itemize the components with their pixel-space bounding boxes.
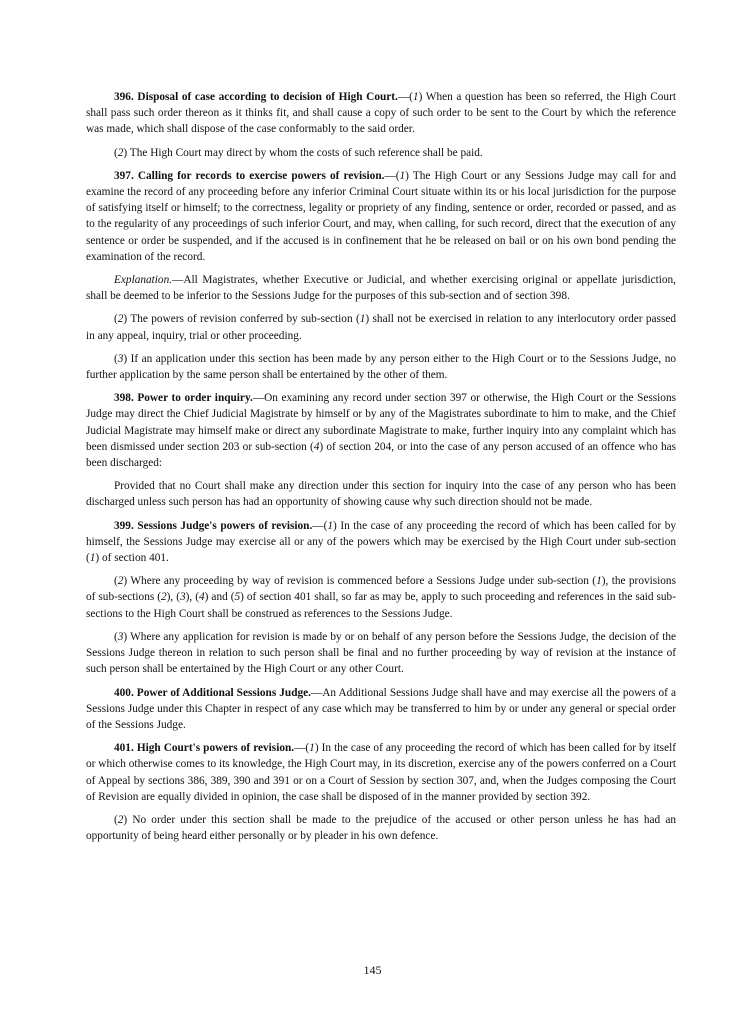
italic-text: 1 <box>412 91 419 103</box>
italic-text: 5 <box>234 591 241 604</box>
paragraph-text: —( <box>384 169 400 182</box>
paragraph-text: ) The powers of revision conferred by sub-section ( <box>123 313 360 326</box>
paragraph-text: ) shall not be exercised in relation to any interlocutory order passed in any appeal, inquiry, trial or other proceeding. <box>86 313 676 342</box>
section-398 <box>86 390 676 471</box>
section-399-subsection-3 <box>86 629 676 678</box>
section-heading: 397. Calling for records to exercise powers of revision. <box>114 169 385 182</box>
section-heading: 400. Power of Additional Sessions Judge. <box>114 686 311 699</box>
section-399-subsection-2 <box>86 573 676 622</box>
italic-text: Explanation. <box>114 274 173 287</box>
paragraph-text: ) In the case of any proceeding the record of which has been called for by himself, the Sessions Judge may exercise all or any of the powers which may be exercised by the High Court under sub-section ( <box>86 519 677 565</box>
paragraph-text: ( <box>114 313 118 326</box>
page-number: 145 <box>363 963 382 977</box>
section-heading: 399. Sessions Judge's powers of revision. <box>114 519 313 532</box>
paragraph-text: ) of section 204, or into the case of any person accused of an offence who has been discharged: <box>86 440 677 470</box>
paragraph-text: ) The High Court may direct by whom the costs of such reference shall be paid. <box>123 146 483 159</box>
section-401-subsection-1 <box>86 740 676 805</box>
paragraph-text: ) In the case of any proceeding the record of which has been called for by itself or which otherwise comes to its knowledge, the High Court may, in its discretion, exercise any of the powers conferred on a Court of Appeal by sections 386, 389, 390 and 391 or on a Court of Session by section 307, and, when the Judges composing the Court of Revision are equally divided in opinion, the case shall be disposed of in the manner provided by section 392. <box>86 742 676 803</box>
paragraph-text: ) If an application under this section has been made by any person either to the High Court or to the Sessions Judge, no further application by the same person shall be entertained by the other of them. <box>86 352 676 382</box>
paragraph-text: —An Additional Sessions Judge shall have and may exercise all the powers of a Sessions Judge under this Chapter in respect of any case which may be transferred to him by or under any general or special order of the Sessions Judge. <box>86 686 676 731</box>
italic-text: 4 <box>199 591 205 604</box>
paragraph-text: ) The High Court or any Sessions Judge may call for and examine the record of any proceeding before any inferior Criminal Court situate within its or his local jurisdiction for the purpose of satisfying itself or himself; to the correctness, legality or propriety of any finding, sentence or order, recorded or passed, and as to the regularity of any proceedings of such inferior Court, and may, when calling, for such record, direct that the execution of any sentence or order be suspended, and if the accused is in confinement that he be released on bail or on his own bond pending the examination of the record. <box>86 169 676 263</box>
section-397-explanation <box>86 272 676 304</box>
italic-text: 2 <box>161 591 167 604</box>
section-heading: 396. Disposal of case according to decision of High Court. <box>114 91 398 103</box>
italic-text: 3 <box>180 591 186 604</box>
paragraph-text: ( <box>114 813 118 826</box>
section-396-subsection-2 <box>86 145 676 161</box>
italic-text: 1 <box>359 313 366 326</box>
italic-text: 4 <box>313 440 320 453</box>
section-397-subsection-3 <box>86 351 676 383</box>
paragraph-text: ), the provisions of sub-sections ( <box>86 575 676 604</box>
paragraph-text: —On examining any record under section 397 or otherwise, the High Court or the Sessions Judge may direct the Chief Judicial Magistrate by himself or by any of the Magistrates subordinate to him to make, and the Chief Judicial Magistrate may himself make or direct any subordinate Magistrate to make, further inquiry into any complaint which has been dismissed under section 203 or sub-section ( <box>86 392 676 453</box>
italic-text: 2 <box>117 575 124 588</box>
paragraph-text: ), ( <box>166 591 181 604</box>
paragraph-text: —( <box>312 519 328 532</box>
section-401-subsection-2 <box>86 812 676 844</box>
paragraph-text: ) Where any application for revision is made by or on behalf of any person before the Sessions Judge, the decision of the Sessions Judge thereon in relation to such person shall be final and no further proceeding by way of revision at the instance of such person shall be entertained by the High Court or any other Court. <box>86 630 676 676</box>
section-396-subsection-1 <box>86 89 676 138</box>
paragraph-text: ), ( <box>185 591 200 604</box>
paragraph-text: Provided that no Court shall make any direction under this section for inquiry into the case of any person who has been discharged unless such person has had an opportunity of showing cause why such direction should not be made. <box>86 480 676 509</box>
paragraph-text: ) When a question has been so referred, the High Court shall pass such order thereon as it thinks fit, and shall cause a copy of such order to be sent to the Court by which the reference was made, which shall dispose of the case conformably to the said order. <box>86 91 676 136</box>
section-400 <box>86 685 676 734</box>
italic-text: 2 <box>117 313 124 326</box>
document-body <box>86 89 676 851</box>
italic-text: 2 <box>117 813 124 826</box>
section-397-subsection-1 <box>86 168 676 265</box>
paragraph-text: ( <box>114 146 118 159</box>
section-heading: 401. High Court's powers of revision. <box>114 742 295 755</box>
paragraph-text: ) and ( <box>204 591 235 604</box>
italic-text: 3 <box>117 352 124 365</box>
italic-text: 3 <box>117 630 124 643</box>
italic-text: 1 <box>327 519 334 532</box>
section-399-subsection-1 <box>86 518 676 567</box>
paragraph-text: ) Where any proceeding by way of revision is commenced before a Sessions Judge under sub-section ( <box>123 575 597 588</box>
paragraph-text: ( <box>114 352 118 365</box>
section-398-proviso <box>86 478 676 510</box>
paragraph-text: ) of section 401 shall, so far as may be, apply to such proceeding and references in the said sub-sections to the High Court shall be construed as references to the Sessions Judge. <box>86 591 676 620</box>
italic-text: 1 <box>89 552 96 565</box>
italic-text: 1 <box>399 169 406 182</box>
paragraph-text: —All Magistrates, whether Executive or Judicial, and whether exercising original or appellate jurisdiction, shall be deemed to be inferior to the Sessions Judge for the purposes of this sub-section and of section 398. <box>86 274 676 303</box>
section-397-subsection-2 <box>86 311 676 343</box>
italic-text: 1 <box>596 575 602 588</box>
italic-text: 2 <box>117 146 124 159</box>
paragraph-text: ( <box>114 575 118 588</box>
paragraph-text: ) No order under this section shall be made to the prejudice of the accused or other person unless he has had an opportunity of being heard either personally or by pleader in his own defence. <box>86 813 676 843</box>
paragraph-text: ) of section 401. <box>95 552 169 565</box>
italic-text: 1 <box>309 742 315 755</box>
paragraph-text: —( <box>397 91 413 103</box>
paragraph-text: ( <box>114 630 118 643</box>
paragraph-text: —( <box>294 742 310 755</box>
section-heading: 398. Power to order inquiry. <box>114 392 253 405</box>
